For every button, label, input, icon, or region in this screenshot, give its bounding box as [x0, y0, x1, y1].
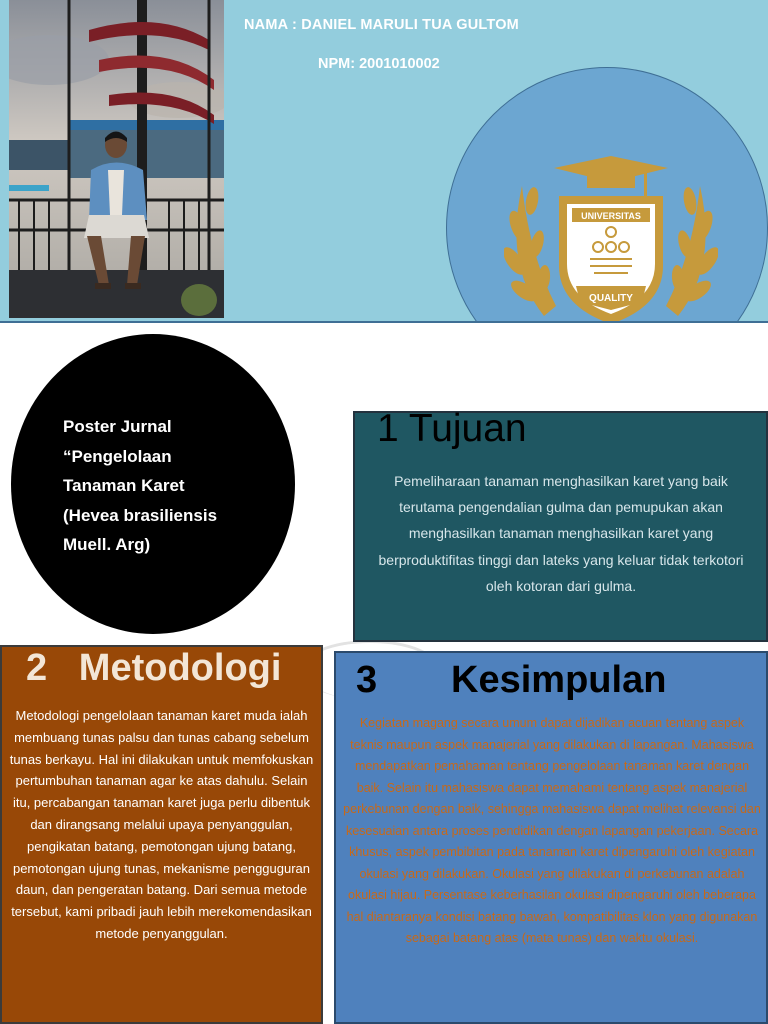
tujuan-section — [353, 407, 768, 642]
kesimpulan-section — [334, 651, 768, 1024]
tujuan-heading: 1 Tujuan — [377, 407, 527, 450]
metodologi-body: Metodologi pengelolaan tanaman karet muda ialah membuang tunas palsu dan tunas cabang sebelum tunas berkayu. Hal ini dilakukan untuk memfokuskan pertumbuhan tanaman agar ke atas dahulu. Selain itu, percabangan tanaman karet juga perlu dibentuk dan dirangsang melalui upaya penyanggulan, pengikatan batang, pemotongan ujung batang, pemotongan ujung tunas, mekanisme pengguguran daun, dan pengeratan batang. Dari semua metode tersebut, kami pribadi jauh lebih merekomendasikan metode penyanggulan. — [9, 708, 314, 941]
student-npm: NPM: 2001010002 — [318, 56, 440, 72]
student-name: NAMA : DANIEL MARULI TUA GULTOM — [244, 17, 519, 33]
university-logo — [504, 156, 718, 323]
poster-title: Poster Jurnal “Pengelolaan Tanaman Karet (Hevea brasiliensis Muell. Arg) — [63, 417, 218, 554]
kesimpulan-body: Kegiatan magang secara umum dapat dijadikan acuan tentang aspek teknis maupun aspek manajerial yang dilakukan di lapangan. Mahasiswa mendapatkan pemahaman tentang pengelolaan tanaman karet dengan baik. Selain itu mahasiswa dapat memahami tentang aspek manajerial perkebunan dengan baik, sehingga mahasiswa dapat melihat relevansi dan kesesuaian antara proses pendidikan dengan lapangan pekerjaan. Secara khusus, aspek pembibitan pada tanaman karet dipengaruhi oleh kegiatan okulasi yang dilakukan. Okulasi yang dilakukan di perkebunan adalah okulasi hijau. Persentase keberhasilan okulasi dipengaruhi oleh beberapa hal diantaranya kondisi batang bawah, kompatibilitas klon yang digunakan sebagai batang atas (mata tunas) dan waktu okulasi. — [343, 716, 761, 945]
metodologi-heading: 2 Metodologi — [26, 647, 282, 689]
kesimpulan-heading: 3 Kesimpulan — [356, 659, 667, 701]
tujuan-body: Pemeliharaan tanaman menghasilkan karet yang baik terutama pengendalian gulma dan pemupukan akan menghasilkan tanaman menghasilkan karet yang berproduktifitas tinggi dan lateks yang keluar tidak terkotori oleh kotoran dari gulma. — [378, 473, 744, 594]
metodologi-section — [0, 645, 323, 1024]
header-banner — [0, 0, 768, 323]
student-photo — [9, 0, 224, 318]
logo-top-text: UNIVERSITAS — [581, 211, 641, 221]
logo-bottom-text: QUALITY — [589, 293, 633, 304]
